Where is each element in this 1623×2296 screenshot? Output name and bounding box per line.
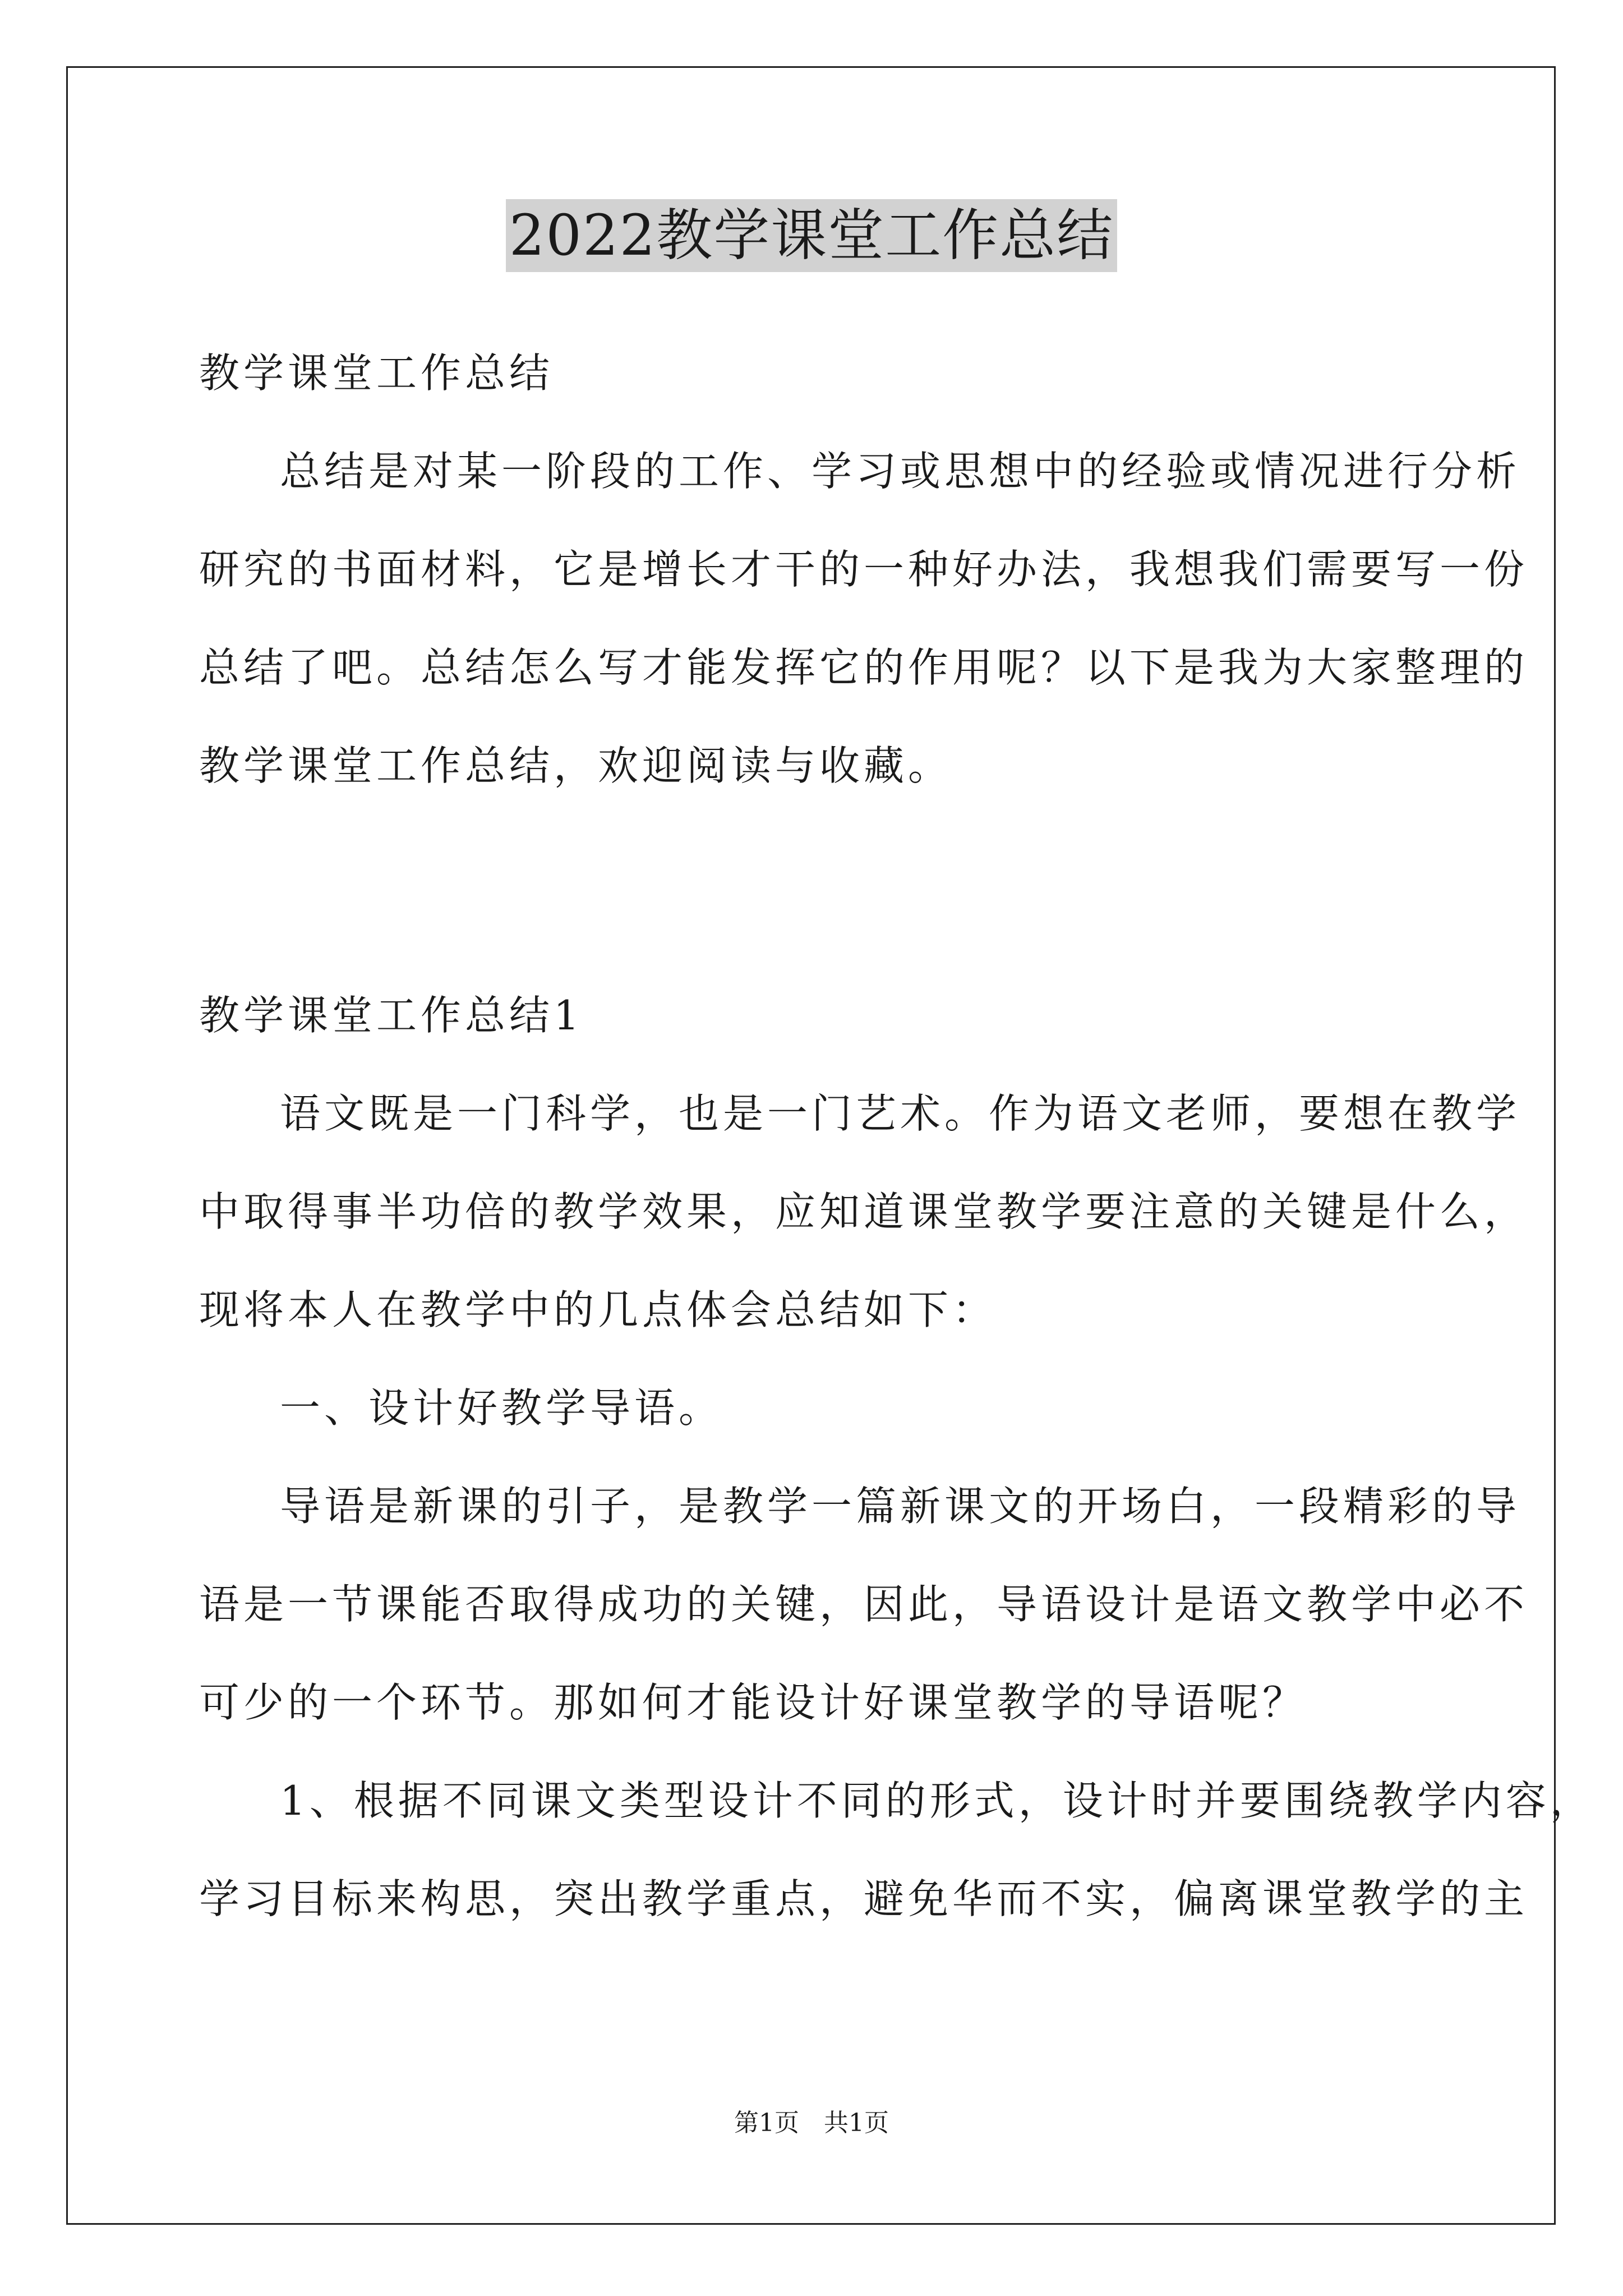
paragraph-line: 教学课堂工作总结，欢迎阅读与收藏。 [199, 742, 953, 789]
document-title: 2022教学课堂工作总结 [506, 199, 1118, 272]
paragraph-line: 导语是新课的引子，是教学一篇新课文的开场白，一段精彩的导 [280, 1483, 1521, 1530]
page-number: 第1页 [734, 2109, 799, 2137]
paragraph-line: 1、根据不同课文类型设计不同的形式，设计时并要围绕教学内容， [280, 1777, 1594, 1824]
paragraph-line: 中取得事半功倍的教学效果，应知道课堂教学要注意的关键是什么， [199, 1188, 1529, 1235]
paragraph-line: 研究的书面材料，它是增长才干的一种好办法，我想我们需要写一份 [199, 546, 1529, 593]
paragraph-line: 总结了吧。总结怎么写才能发挥它的作用呢？以下是我为大家整理的 [199, 644, 1529, 691]
paragraph-line: 可少的一个环节。那如何才能设计好课堂教学的导语呢？ [199, 1679, 1307, 1726]
page-total: 共1页 [824, 2109, 889, 2137]
page-footer [0, 2106, 1623, 2140]
paragraph-line: 现将本人在教学中的几点体会总结如下： [199, 1286, 997, 1333]
paragraph-line: 语是一节课能否取得成功的关键，因此，导语设计是语文教学中必不 [199, 1581, 1529, 1628]
section-heading: 教学课堂工作总结 [199, 349, 554, 397]
section-heading: 教学课堂工作总结1 [199, 992, 583, 1039]
paragraph-line: 总结是对某一阶段的工作、学习或思想中的经验或情况进行分析 [280, 448, 1521, 495]
paragraph-line: 学习目标来构思，突出教学重点，避免华而不实，偏离课堂教学的主 [199, 1875, 1529, 1922]
paragraph-line: 语文既是一门科学，也是一门艺术。作为语文老师，要想在教学 [280, 1090, 1521, 1137]
subheading: 一、设计好教学导语。 [280, 1384, 723, 1432]
title-container [0, 199, 1623, 272]
